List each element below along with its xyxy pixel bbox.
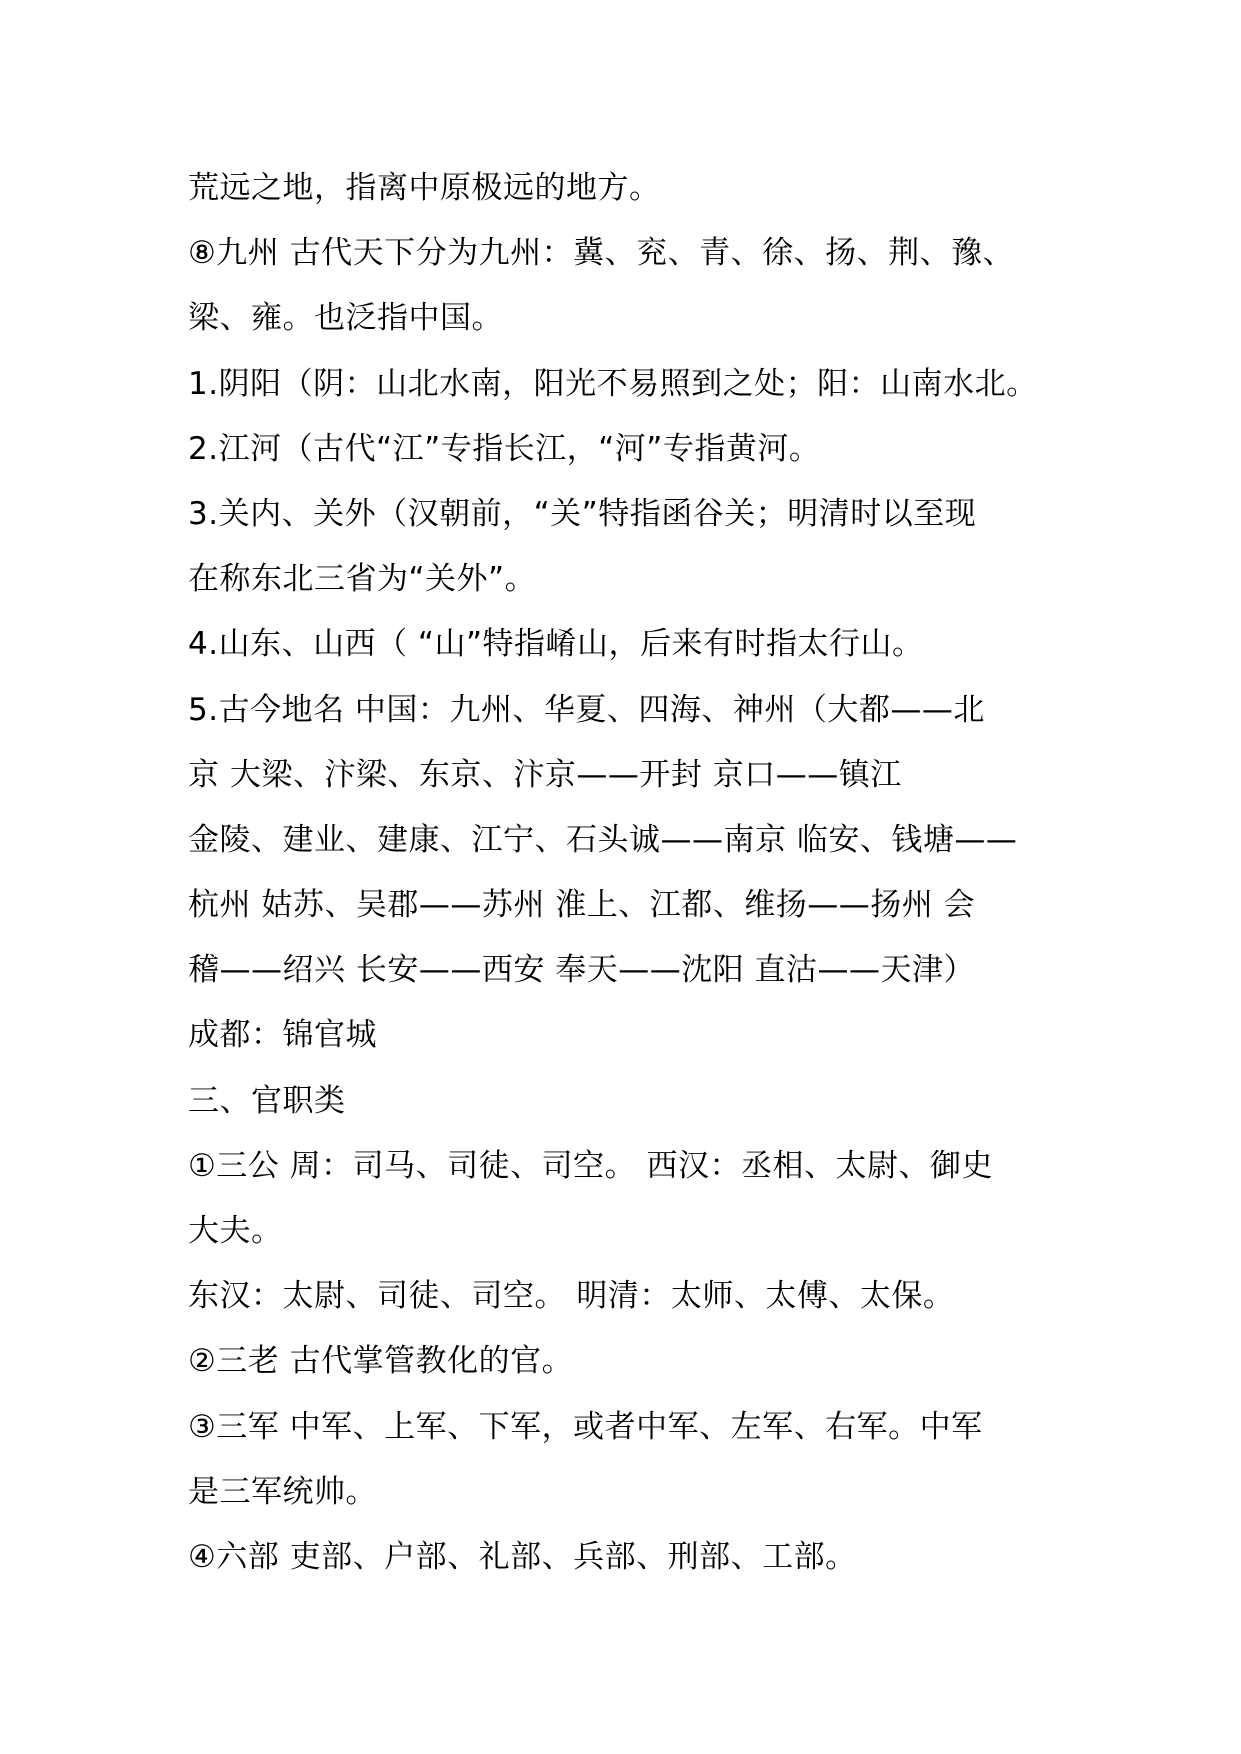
text-line: ②三老 古代掌管教化的官。	[188, 1343, 574, 1380]
text-line: 京 大梁、汴梁、东京、汴京——开封 京口——镇江	[188, 756, 902, 793]
text-line: 在称东北三省为“关外”。	[188, 561, 537, 598]
text-line: ④六部 吏部、户部、礼部、兵部、刑部、工部。	[188, 1538, 857, 1575]
text-line: ③三军 中军、上军、下军，或者中军、左军、右军。中军	[188, 1408, 983, 1445]
text-line: 3.关内、关外（汉朝前，“关”特指函谷关；明清时以至现	[188, 495, 977, 532]
text-line: 成都：锦官城	[188, 1017, 377, 1054]
text-line: 金陵、建业、建康、江宁、石头诚——南京 临安、钱塘——	[188, 821, 1018, 858]
text-line: 荒远之地，指离中原极远的地方。	[188, 170, 661, 206]
body-text	[188, 156, 1068, 1590]
text-line: 梁、雍。也泛指中国。	[188, 300, 503, 337]
text-line: 杭州 姑苏、吴郡——苏州 淮上、江都、维扬——扬州 会	[188, 887, 976, 924]
text-line: ⑧九州 古代天下分为九州：冀、兖、青、徐、扬、荆、豫、	[188, 235, 1015, 272]
text-line: 2.江河（古代“江”专指长江，“河”专指黄河。	[188, 430, 821, 467]
text-line: 东汉：太尉、司徒、司空。 明清：太师、太傅、太保。	[188, 1278, 955, 1315]
text-line: 4.山东、山西（ “山”特指崤山，后来有时指太行山。	[188, 626, 924, 663]
text-line: 是三军统帅。	[188, 1473, 377, 1510]
text-line: 5.古今地名 中国：九州、华夏、四海、神州（大都——北	[188, 691, 985, 728]
text-line: 稽——绍兴 长安——西安 奉天——沈阳 直沽——天津）	[188, 952, 976, 989]
section-heading: 三、官职类	[188, 1082, 346, 1119]
text-line: ①三公 周：司马、司徒、司空。 西汉：丞相、太尉、御史	[188, 1147, 993, 1184]
text-line: 1.阴阳（阴：山北水南，阳光不易照到之处；阳：山南水北。	[188, 365, 1038, 402]
text-line: 大夫。	[188, 1213, 283, 1249]
